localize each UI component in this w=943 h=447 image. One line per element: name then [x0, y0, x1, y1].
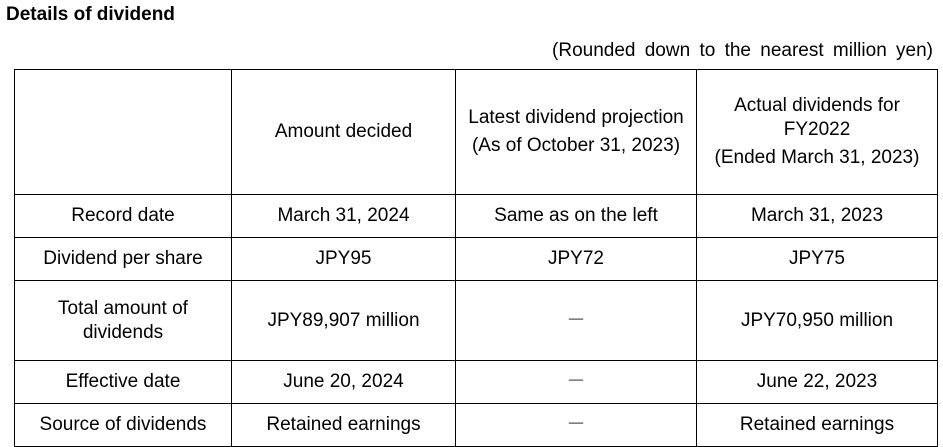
header-row [15, 70, 938, 195]
cell-actual: June 22, 2023 [697, 361, 938, 404]
table-row-effective-date [15, 361, 938, 404]
table-row-total-amount [15, 281, 938, 361]
cell-actual: JPY70,950 million [697, 281, 938, 361]
cell-projection: JPY72 [456, 238, 697, 281]
cell-projection-dash: － [456, 404, 697, 447]
header-latest-projection-title: Latest dividend projection [468, 107, 684, 128]
header-amount-decided: Amount decided [232, 70, 456, 195]
header-actual-dividends [697, 70, 938, 195]
cell-projection-dash: － [456, 281, 697, 361]
cell-projection: Same as on the left [456, 195, 697, 238]
row-label: Dividend per share [15, 238, 232, 281]
row-label: Total amount of dividends [15, 281, 232, 361]
cell-projection-dash: － [456, 361, 697, 404]
cell-actual: Retained earnings [697, 404, 938, 447]
header-latest-projection [456, 70, 697, 195]
table-row-source-of-dividends [15, 404, 938, 447]
cell-actual: JPY75 [697, 238, 938, 281]
row-label: Source of dividends [15, 404, 232, 447]
cell-actual: March 31, 2023 [697, 195, 938, 238]
section-title: Details of dividend [6, 4, 175, 25]
table-row-dividend-per-share [15, 238, 938, 281]
cell-decided: JPY95 [232, 238, 456, 281]
cell-decided: June 20, 2024 [232, 361, 456, 404]
header-blank-cell [15, 70, 232, 195]
cell-decided: Retained earnings [232, 404, 456, 447]
row-label: Effective date [15, 361, 232, 404]
header-actual-dividends-title: Actual dividends for FY2022 [734, 95, 900, 140]
rounding-note: (Rounded down to the nearest million yen) [552, 40, 933, 61]
row-label: Record date [15, 195, 232, 238]
header-latest-projection-date: (As of October 31, 2023) [471, 135, 681, 156]
table-row-record-date [15, 195, 938, 238]
dividend-table [14, 69, 938, 447]
cell-decided: JPY89,907 million [232, 281, 456, 361]
header-actual-dividends-date: (Ended March 31, 2023) [714, 147, 920, 168]
cell-decided: March 31, 2024 [232, 195, 456, 238]
